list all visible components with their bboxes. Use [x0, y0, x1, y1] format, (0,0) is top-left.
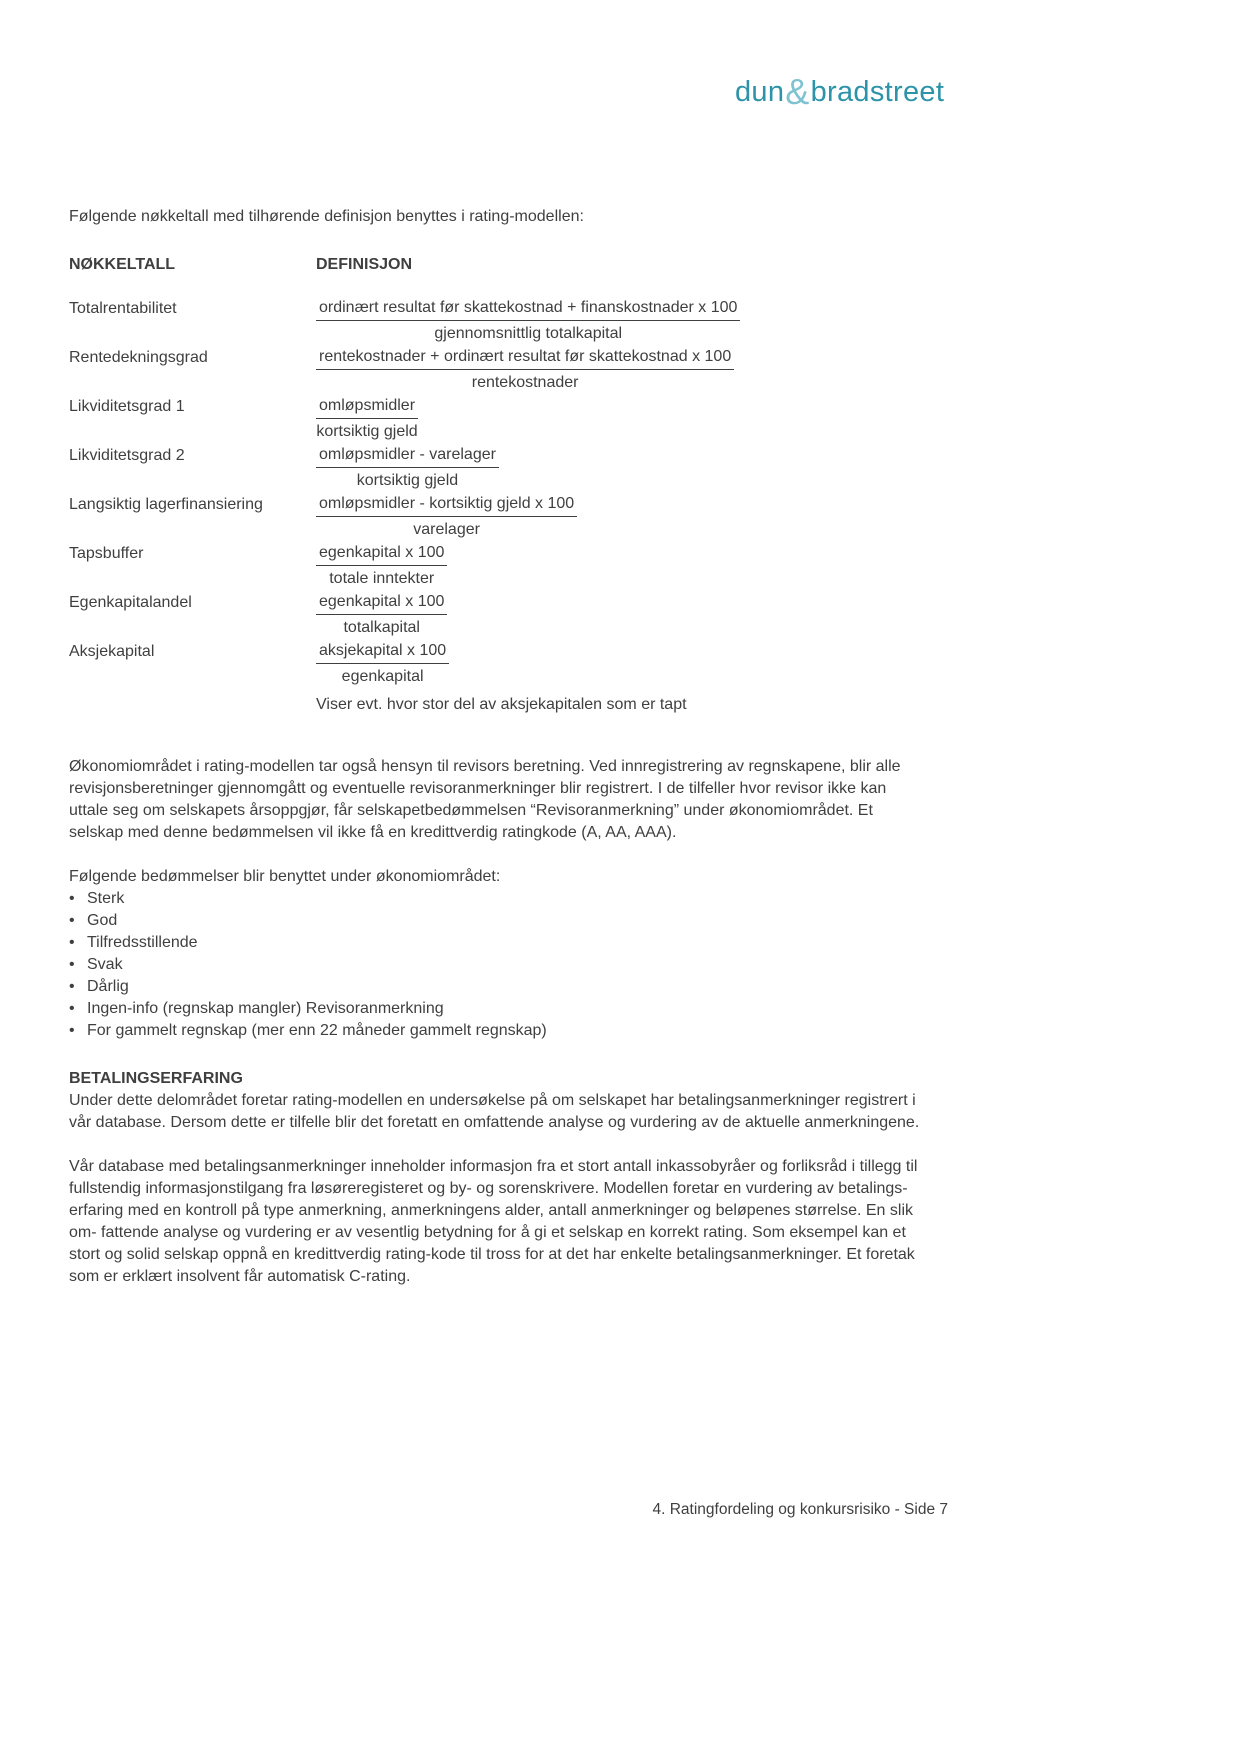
key-figure-definition — [316, 347, 929, 392]
list-item — [69, 998, 929, 1020]
fraction-denominator: totale inntekter — [329, 570, 435, 587]
fraction — [316, 396, 418, 441]
payment-paragraph-1: Under dette delområdet foretar rating-modellen en undersøkelse på om selskapet har betalingsanmerkninger registrert i vår database. Dersom dette er tilfelle blir det foretatt en omfattende analyse og vurdering av de aktuelle anmerkningene. — [69, 1092, 920, 1131]
key-figure-term: Egenkapitalandel — [69, 594, 192, 611]
list-item-text: For gammelt regnskap (mer enn 22 måneder gammelt regnskap) — [87, 1022, 547, 1039]
bullet-icon: • — [69, 1022, 75, 1039]
page-content — [69, 206, 929, 1288]
logo-ampersand-icon: & — [785, 71, 810, 112]
list-item-text: Dårlig — [87, 978, 129, 995]
list-item — [69, 888, 929, 910]
column-header-definition: DEFINISJON — [316, 256, 413, 273]
table-row — [69, 494, 929, 539]
key-figure-definition — [316, 641, 929, 686]
key-figures-table — [69, 254, 929, 716]
bullet-icon: • — [69, 890, 75, 907]
logo-word-bradstreet: bradstreet — [810, 76, 945, 108]
fraction-numerator: omløpsmidler - kortsiktig gjeld x 100 — [316, 494, 577, 517]
key-figure-definition — [316, 592, 929, 637]
fraction-numerator: egenkapital x 100 — [316, 543, 447, 566]
economy-paragraph: Økonomiområdet i rating-modellen tar også hensyn til revisors beretning. Ved innregistrering av regnskapene, blir alle revisjonsberetninger gjennomgått og eventuelle revisoranmerkninger blir registrert. I de tilfeller hvor revisor ikke kan uttale seg om selskapets årsoppgjør, får selskapetbedømmelsen “Revisoranmerkning” under økonomiområdet. Et selskap med denne bedømmelsen vil ikke få en kredittverdig ratingkode (A, AA, AAA). — [69, 758, 901, 841]
fraction-denominator: kortsiktig gjeld — [356, 472, 459, 489]
list-item — [69, 932, 929, 954]
table-row — [69, 347, 929, 392]
list-item — [69, 910, 929, 932]
payment-paragraph-2: Vår database med betalingsanmerkninger inneholder informasjon fra et stort antall inkassobyråer og forliksråd i tillegg til fullstendig informasjonstilgang fra løsøreregisteret og by- og sorenskrivere. Modellen foretar en vurdering av betalings- erfaring med en kontroll på type anmerkning, anmerkningens alder, antall anmerkninger og beløpenes størrelse. En slik om- fattende analyse og vurdering er av vesentlig betydning for å gi et selskap en korrekt rating. Som eksempel kan et stort og solid selskap oppnå en kredittverdig rating-kode til tross for at det har enkelte betalingsanmerkninger. Et foretak som er erklært insolvent får automatisk C-rating. — [69, 1158, 918, 1285]
list-item — [69, 976, 929, 998]
key-figure-term: Likviditetsgrad 1 — [69, 398, 185, 415]
fraction — [316, 347, 734, 392]
key-figure-definition — [316, 543, 929, 588]
logo-word-dun: dun — [735, 76, 785, 108]
key-figure-definition — [316, 494, 929, 539]
fraction-numerator: aksjekapital x 100 — [316, 641, 449, 664]
table-row — [69, 641, 929, 686]
bullet-icon: • — [69, 1000, 75, 1017]
list-item — [69, 1020, 929, 1042]
bullet-icon: • — [69, 956, 75, 973]
key-figure-term: Totalrentabilitet — [69, 300, 177, 317]
key-figure-definition — [316, 445, 929, 490]
key-figure-term: Aksjekapital — [69, 643, 155, 660]
table-note: Viser evt. hvor stor del av aksjekapitalen som er tapt — [316, 696, 687, 713]
fraction-denominator: totalkapital — [343, 619, 420, 636]
section-heading-betalingserfaring: BETALINGSERFARING — [69, 1070, 243, 1087]
bullet-icon: • — [69, 978, 75, 995]
assessment-intro: Følgende bedømmelser blir benyttet under økonomiområdet: — [69, 868, 501, 885]
list-item-text: Tilfredsstillende — [87, 934, 198, 951]
assessment-list — [69, 888, 929, 1042]
fraction-denominator: gjennomsnittlig totalkapital — [434, 325, 623, 342]
table-rows — [69, 298, 929, 686]
table-header-row — [69, 254, 929, 276]
key-figure-term: Tapsbuffer — [69, 545, 144, 562]
fraction-numerator: omløpsmidler - varelager — [316, 445, 499, 468]
dnb-logo — [735, 68, 944, 110]
fraction — [316, 298, 740, 343]
table-row — [69, 445, 929, 490]
bullet-icon: • — [69, 912, 75, 929]
fraction — [316, 641, 449, 686]
table-row — [69, 543, 929, 588]
fraction-numerator: omløpsmidler — [316, 396, 418, 419]
fraction-numerator: egenkapital x 100 — [316, 592, 447, 615]
list-item — [69, 954, 929, 976]
fraction — [316, 543, 447, 588]
key-figure-definition — [316, 298, 929, 343]
fraction — [316, 445, 499, 490]
key-figure-definition — [316, 396, 929, 441]
key-figure-term: Rentedekningsgrad — [69, 349, 208, 366]
fraction-numerator: rentekostnader + ordinært resultat før skattekostnad x 100 — [316, 347, 734, 370]
fraction-numerator: ordinært resultat før skattekostnad + finanskostnader x 100 — [316, 298, 740, 321]
table-row — [69, 396, 929, 441]
bullet-icon: • — [69, 934, 75, 951]
fraction-denominator: rentekostnader — [471, 374, 579, 391]
fraction — [316, 494, 577, 539]
page-footer: 4. Ratingfordeling og konkursrisiko - Side 7 — [652, 1501, 948, 1518]
table-row — [69, 592, 929, 637]
key-figure-term: Langsiktig lagerfinansiering — [69, 496, 263, 513]
column-header-term: NØKKELTALL — [69, 256, 176, 273]
key-figure-term: Likviditetsgrad 2 — [69, 447, 185, 464]
fraction-denominator: egenkapital — [341, 668, 424, 685]
fraction-denominator: varelager — [413, 521, 480, 538]
list-item-text: God — [87, 912, 118, 929]
list-item-text: Sterk — [87, 890, 125, 907]
list-item-text: Svak — [87, 956, 123, 973]
fraction-denominator: kortsiktig gjeld — [316, 423, 418, 440]
list-item-text: Ingen-info (regnskap mangler) Revisoranmerkning — [87, 1000, 444, 1017]
intro-text: Følgende nøkkeltall med tilhørende definisjon benyttes i rating-modellen: — [69, 208, 584, 225]
fraction — [316, 592, 447, 637]
table-row — [69, 298, 929, 343]
